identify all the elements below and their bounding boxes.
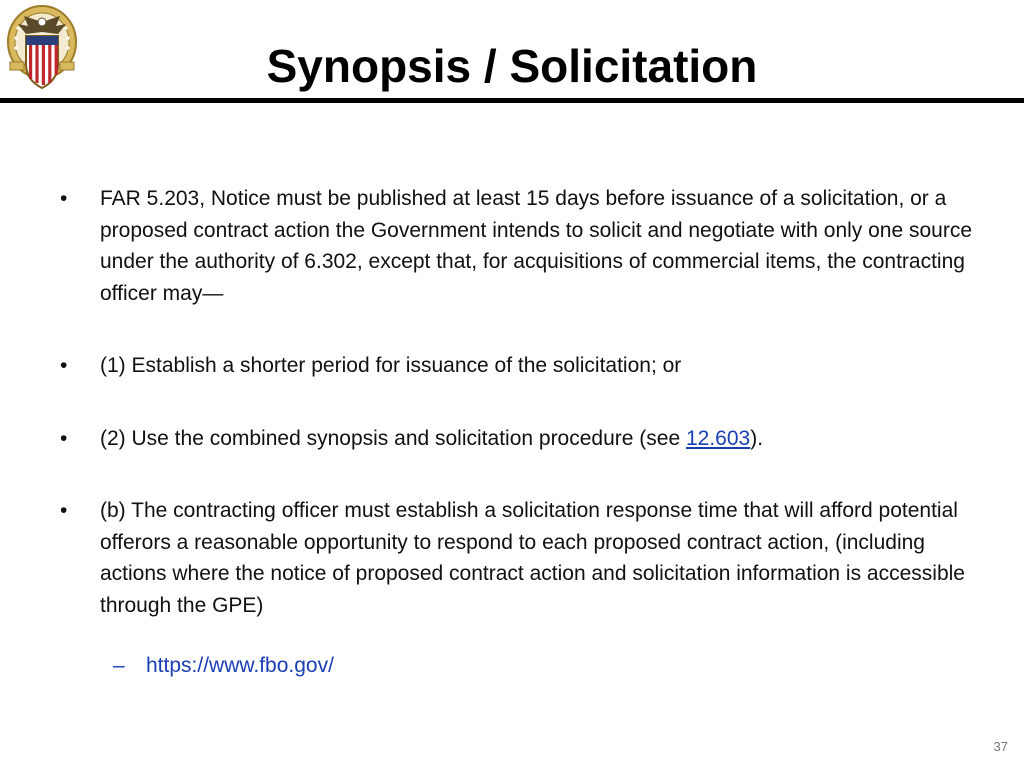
bullet-item <box>60 495 980 621</box>
far-12-603-link[interactable]: 12.603 <box>685 426 751 450</box>
bullet-marker <box>60 495 67 527</box>
bullet-item <box>60 423 980 455</box>
bullet-marker <box>60 350 67 382</box>
bullet-item <box>60 183 980 309</box>
title-divider <box>0 98 1024 103</box>
bullet-text: (b) The contracting officer must establish a solicitation response time that will afford potential offerors a reasonable opportunity to respond to each proposed contract action, (including actions where the notice of proposed contract action and solicitation information is accessible through the GPE) <box>100 499 965 617</box>
bullet-list <box>60 183 980 682</box>
bullet-marker <box>60 423 67 455</box>
bullet-item <box>60 350 980 382</box>
fbo-url-link[interactable]: https://www.fbo.gov/ <box>146 654 334 677</box>
bullet-text: FAR 5.203, Notice must be published at least 15 days before issuance of a solicitation, or a proposed contract action the Government intends to solicit and negotiate with only one source under the authority of 6.302, except that, for acquisitions of commercial items, the contracting officer may— <box>100 187 973 305</box>
bullet-text: (1) Establish a shorter period for issuance of the solicitation; or <box>100 354 682 377</box>
bullet-text-before-link: (2) Use the combined synopsis and solicitation procedure (see <box>100 426 686 450</box>
slide-title: Synopsis / Solicitation <box>266 40 758 92</box>
bullet-text-after-link: ). <box>750 426 764 450</box>
bullet-marker <box>60 183 67 215</box>
sub-bullet-item <box>60 650 980 682</box>
page-number: 37 <box>993 739 1008 754</box>
sub-bullet-dash <box>113 650 125 682</box>
